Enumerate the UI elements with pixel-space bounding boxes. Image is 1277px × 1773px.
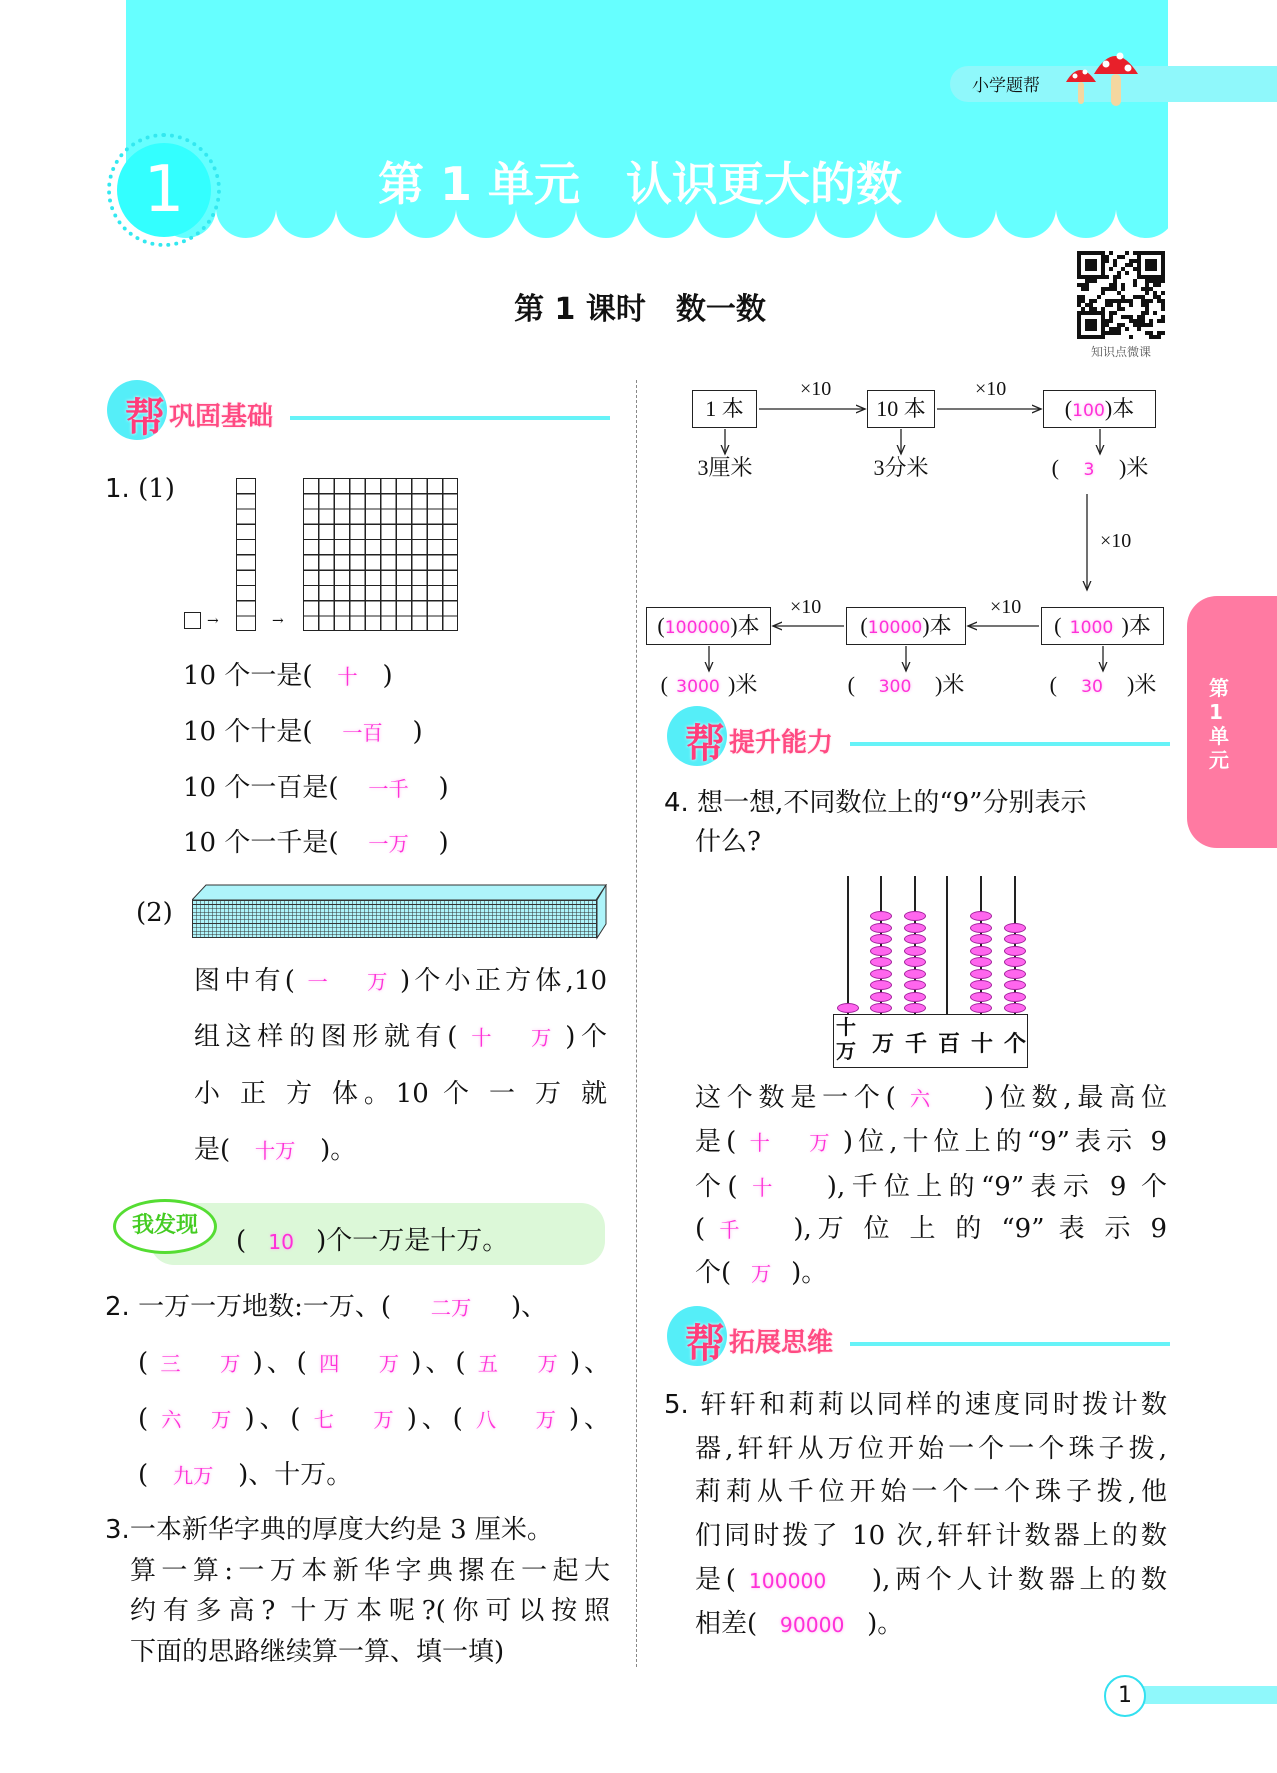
answer: 一千 (368, 777, 409, 801)
side-tab (1187, 596, 1277, 848)
section-title: 提升能力 (729, 728, 834, 758)
abacus-bead (970, 911, 992, 921)
place-label: 万 (872, 1031, 895, 1057)
abacus-bead (904, 957, 926, 967)
flow-length-label: ( 30 )米 (1040, 672, 1166, 700)
section-title: 巩固基础 (169, 402, 274, 432)
unit-number: 1 (117, 143, 211, 237)
abacus-bead (837, 1003, 859, 1013)
block-top-face (192, 884, 608, 940)
abacus-bead (904, 980, 926, 990)
q2-line-4: ( 九万 )、十万。 (138, 1458, 352, 1493)
answer: 一万 (368, 832, 409, 856)
abacus-bead (870, 980, 892, 990)
q5-line-1: 5. 轩轩和莉莉以同样的速度同时拨计数 (664, 1390, 1167, 1420)
answer: 1000 (1069, 618, 1114, 638)
abacus-bead (904, 1003, 926, 1013)
qr-caption: 知识点微课 (1090, 345, 1151, 359)
section-header-improve (667, 706, 1170, 772)
abacus-bead (904, 969, 926, 979)
q4-fill-5: 个( 万 )。 (695, 1256, 827, 1291)
brand-label: 小学题帮 (972, 76, 1040, 96)
abacus-bead (1004, 946, 1026, 956)
answer: 90000 (779, 1613, 845, 1637)
section-header-basics (107, 380, 610, 446)
abacus-bead (970, 1003, 992, 1013)
q4-fill-3: 个( 十 ),千位上的“9”表示 9 个 (695, 1170, 1167, 1205)
discovery-label: 我发现 (131, 1213, 198, 1238)
abacus-bead (1004, 969, 1026, 979)
page-number: 1 (1104, 1675, 1146, 1717)
answer: 100000 (748, 1569, 827, 1593)
answer: 十万 (749, 1131, 830, 1155)
arrow-icon: → (207, 613, 219, 629)
abacus-bead (970, 992, 992, 1002)
abacus-bead (870, 911, 892, 921)
abacus-bead (904, 946, 926, 956)
flow-box: ( 1000 )本 (1041, 607, 1164, 645)
answer: 十万 (471, 1026, 552, 1050)
times-ten-label: ×10 (990, 596, 1022, 618)
section-rule (850, 742, 1170, 746)
q1-part2-line-1: 图中有( 一万 )个小正方体,10 (194, 964, 607, 999)
section-title: 拓展思维 (729, 1328, 834, 1358)
abacus-bead (870, 957, 892, 967)
q3-line-1: 3.一本新华字典的厚度大约是 3 厘米。 (105, 1515, 553, 1545)
answer: 10000 (867, 618, 923, 638)
answer: 30 (1081, 677, 1103, 697)
answer: 九万 (172, 1464, 214, 1488)
q3-line-2: 算一算:一万本新华字典摞在一起大 (130, 1556, 610, 1586)
abacus-bead (970, 923, 992, 933)
answer: 3000 (676, 677, 720, 697)
abacus-bead (904, 923, 926, 933)
times-ten-label: ×10 (975, 378, 1007, 400)
flow-length-label: ( 3000 )米 (650, 672, 768, 700)
q5-line-4: 们同时拨了 10 次,轩轩计数器上的数 (695, 1521, 1167, 1551)
flow-box: (100000)本 (646, 607, 771, 645)
times-ten-label: ×10 (790, 596, 822, 618)
q1-part2-line-3: 小 正 方 体。10 个 一 万 就 (194, 1079, 607, 1109)
q4-fill-4: ( 千 ),万 位 上 的 “9” 表 示 9 (695, 1212, 1167, 1247)
answer: 四万 (319, 1352, 400, 1376)
abacus-bead (870, 923, 892, 933)
q1-label (105, 472, 175, 506)
q1-part2-label: (2) (136, 898, 173, 928)
answer: 二万 (430, 1296, 472, 1320)
answer: 五万 (477, 1352, 558, 1376)
answer: 六 (909, 1087, 931, 1111)
section-badge-char: 帮 (685, 721, 725, 767)
answer: 十 (752, 1176, 773, 1200)
answer: 十万 (254, 1139, 296, 1163)
q4-fill-1: 这个数是一个( 六 )位数,最高位 (695, 1081, 1167, 1116)
answer: 3 (1083, 460, 1095, 480)
q3-line-4: 下面的思路继续算一算、填一填) (130, 1637, 505, 1667)
abacus-bead (904, 934, 926, 944)
q2-line-2: ( 三万 )、( 四万 )、( 五万 )、 (138, 1346, 610, 1381)
unit-number-badge (107, 133, 221, 247)
discovery-bubble (113, 1199, 217, 1254)
abacus-bead (970, 946, 992, 956)
q1-line-4: 10 个一千是( 一万 ) (183, 826, 449, 861)
q5-line-6: 相差( 90000 )。 (695, 1607, 903, 1642)
discovery-text: ( 10 )个一万是十万。 (236, 1224, 508, 1259)
abacus-rod (847, 876, 849, 1014)
abacus-bead (1004, 1003, 1026, 1013)
place-label: 十万 (836, 1015, 856, 1063)
answer: 一万 (307, 970, 388, 994)
section-rule (290, 416, 610, 420)
place-label: 千 (905, 1031, 928, 1057)
abacus-bead (870, 934, 892, 944)
abacus-bead (970, 969, 992, 979)
abacus-rod (946, 876, 948, 1014)
answer: 三万 (160, 1352, 241, 1376)
q4-line-2: 什么? (695, 827, 761, 857)
answer: 六万 (161, 1408, 232, 1432)
place-label: 百 (938, 1031, 961, 1057)
abacus-bead (870, 1003, 892, 1013)
abacus-bead (870, 992, 892, 1002)
q2-line-1: 2. 一万一万地数:一万、( 二万 )、 (105, 1290, 610, 1325)
flow-box: (100)本 (1043, 390, 1156, 428)
answer: 一百 (342, 721, 383, 745)
flow-box: 10 本 (867, 390, 935, 428)
answer: 十 (337, 665, 358, 689)
abacus-bead (904, 992, 926, 1002)
abacus-bead (970, 957, 992, 967)
qr-code[interactable] (1077, 251, 1165, 339)
abacus-bead (870, 969, 892, 979)
answer: 100000 (664, 618, 731, 638)
q5-line-5: 是( 100000 ),两个人计数器上的数 (695, 1563, 1167, 1598)
q1-part2-line-4: 是( 十万 )。 (194, 1133, 356, 1168)
abacus-bead (970, 980, 992, 990)
flow-length-label: 3分米 (873, 455, 929, 480)
abacus-bead (870, 946, 892, 956)
lesson-title: 第 1 课时 数一数 (514, 292, 766, 327)
abacus-base (833, 1014, 1028, 1068)
flow-box: (10000)本 (846, 607, 966, 645)
answer: 10 (268, 1230, 295, 1254)
section-rule (850, 1342, 1170, 1346)
abacus-bead (904, 911, 926, 921)
flow-box: 1 本 (692, 390, 757, 428)
place-label: 个 (1004, 1031, 1027, 1057)
q5-line-3: 莉莉从千位开始一个一个珠子拨,他 (695, 1477, 1167, 1507)
answer: 万 (751, 1262, 772, 1286)
times-ten-label: ×10 (800, 378, 832, 400)
q5-line-2: 器,轩轩从万位开始一个一个珠子拨, (695, 1434, 1167, 1464)
times-ten-label: ×10 (1100, 530, 1132, 552)
abacus-bead (1004, 923, 1026, 933)
abacus-bead (1004, 957, 1026, 967)
answer: 八万 (475, 1408, 556, 1432)
flow-length-label: 3厘米 (697, 455, 753, 480)
arrow-icon: → (272, 613, 284, 629)
q1-line-1: 10 个一是( 十 ) (183, 659, 393, 694)
answer: 七万 (313, 1408, 394, 1432)
answer: 千 (719, 1218, 740, 1242)
section-header-extend (667, 1306, 1170, 1372)
q4-fill-2: 是( 十万 )位,十位上的“9”表示 9 (695, 1125, 1167, 1160)
q1-part2-line-2: 组这样的图形就有( 十万 )个 (194, 1020, 607, 1055)
hundred-flat-figure (303, 478, 458, 631)
abacus-bead (1004, 980, 1026, 990)
abacus-bead (1004, 992, 1026, 1002)
unit-cube-figure (184, 612, 201, 629)
q1-line-2: 10 个十是( 一百 ) (183, 715, 423, 750)
q4-line-1: 4. 想一想,不同数位上的“9”分别表示 (664, 788, 1087, 818)
q2-line-3: ( 六万 )、( 七万 )、( 八万 )、 (138, 1402, 610, 1437)
section-badge-char: 帮 (125, 395, 165, 441)
section-badge-char: 帮 (685, 1321, 725, 1367)
abacus-bead (1004, 934, 1026, 944)
place-label: 十 (971, 1031, 994, 1057)
q3-line-3: 约有多高? 十万本呢?(你可以按照 (130, 1596, 610, 1626)
unit-title: 第 1 单元 认识更大的数 (377, 157, 903, 211)
answer: 100 (1072, 401, 1105, 421)
q1-number: 1. (105, 474, 130, 504)
flow-length-label: ( 3 )米 (1042, 455, 1158, 483)
answer: 300 (878, 677, 912, 697)
column-divider (636, 380, 637, 1667)
abacus-bead (970, 934, 992, 944)
flow-length-label: ( 300 )米 (838, 672, 974, 700)
mushroom-icon (1060, 44, 1150, 114)
q1-line-3: 10 个一百是( 一千 ) (183, 771, 449, 806)
page-number-bar (1124, 1686, 1277, 1704)
side-tab-label: 第1单元 (1209, 676, 1229, 772)
q1-part1-label: (1) (138, 474, 175, 504)
ten-rod-figure (236, 478, 256, 631)
